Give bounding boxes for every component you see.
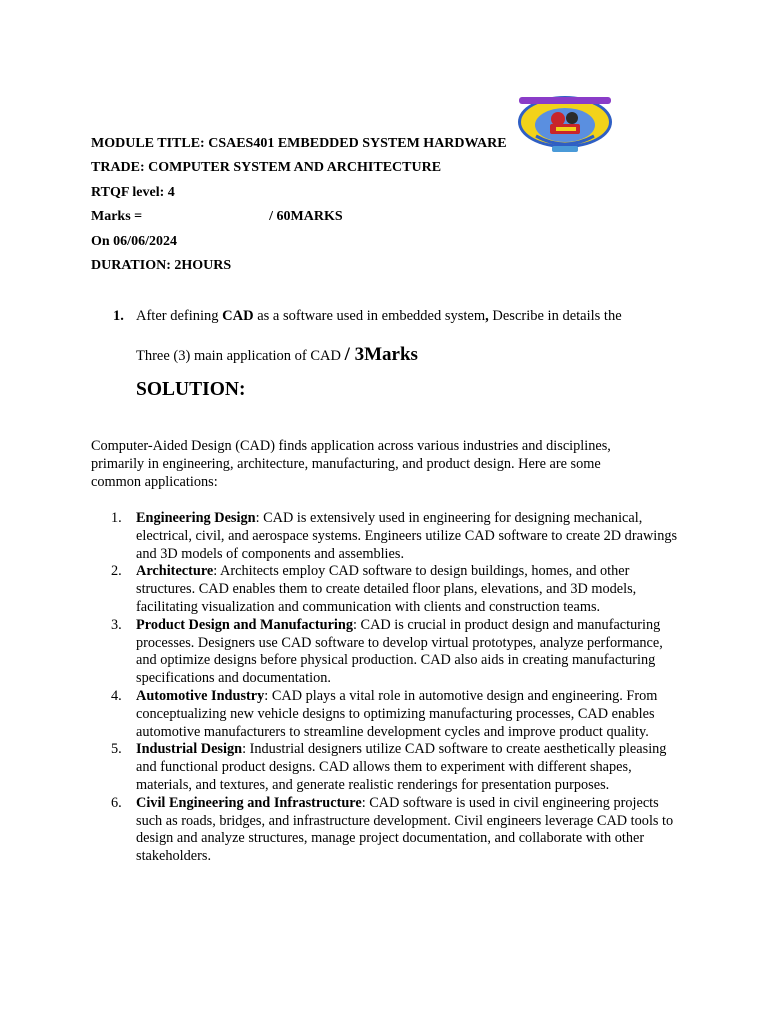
- intro-paragraph: Computer-Aided Design (CAD) finds application across various industries and disciplines, primarily in engineering, architecture, manufacturing, and product design. Here are some common applications:: [91, 438, 611, 490]
- list-number: 2.: [111, 563, 122, 580]
- exam-header: [91, 136, 651, 282]
- list-number: 6.: [111, 794, 122, 811]
- marks-line: [91, 209, 651, 233]
- application-title: Engineering Design: [136, 510, 256, 526]
- exam-duration: DURATION: 2HOURS: [91, 257, 232, 273]
- applications-list: [91, 510, 681, 866]
- trade-title: TRADE: COMPUTER SYSTEM AND ARCHITECTURE: [91, 160, 442, 176]
- question-line-1: After defining CAD as a software used in embedded system, Describe in details the: [136, 308, 622, 324]
- application-text: : Industrial designers utilize CAD software to create aesthetically pleasing and functional product designs. CAD allows them to experiment with different shapes, materials, and textures, and generate realistic renderings for presentation purposes.: [136, 741, 667, 793]
- list-number: 3.: [111, 616, 122, 633]
- application-text: : CAD is crucial in product design and manufacturing processes. Designers use CAD software to develop virtual prototypes, analyze performance, and optimize designs before physical production. CAD also aids in creating manufacturing specifications and documentation.: [136, 616, 663, 687]
- application-title: Civil Engineering and Infrastructure: [136, 794, 362, 811]
- list-number: 4.: [111, 687, 122, 704]
- application-title: Product Design and Manufacturing: [136, 616, 353, 633]
- solution-heading: SOLUTION:: [136, 379, 246, 400]
- list-number: 5.: [111, 741, 122, 758]
- application-title: Architecture: [136, 563, 214, 580]
- application-title: Automotive Industry: [136, 687, 265, 704]
- application-item: [91, 563, 681, 616]
- application-text: : CAD is extensively used in engineering for designing mechanical, electrical, civil, and aerospace systems. Engineers utilize CAD software to create 2D drawings and 3D models of components and assemblies.: [136, 510, 678, 562]
- exam-date: On 06/06/2024: [91, 233, 177, 249]
- rtqf-level: RTQF level: 4: [91, 184, 175, 200]
- question-number: 1.: [113, 308, 124, 324]
- question-line-2: Three (3) main application of CAD / 3Marks: [136, 344, 418, 365]
- application-text: : Architects employ CAD software to design buildings, homes, and other structures. CAD enables them to create detailed floor plans, elevations, and 3D models, facilitating visualization and communication with clients and construction teams.: [136, 563, 637, 615]
- list-number: 1.: [111, 510, 122, 526]
- marks-total: / 60MARKS: [269, 209, 343, 225]
- application-item: [91, 510, 681, 563]
- application-item: [91, 688, 681, 741]
- question-marks: / 3Marks: [344, 344, 418, 365]
- marks-label: Marks =: [91, 209, 143, 225]
- application-text: : CAD software is used in civil engineering projects such as roads, bridges, and infrastructure development. Civil engineers leverage CAD tools to design and analyze structures, manage project documentation, and collaborate with other stakeholders.: [136, 794, 674, 865]
- application-text: : CAD plays a vital role in automotive design and engineering. From conceptualizing new vehicle designs to optimizing manufacturing processes, CAD enables automotive manufacturers to streamline development cycles and improve product quality.: [136, 687, 658, 740]
- application-item: [91, 617, 681, 688]
- application-title: Industrial Design: [136, 741, 243, 758]
- application-item: [91, 795, 681, 866]
- application-item: [91, 741, 681, 794]
- module-title: MODULE TITLE: CSAES401 EMBEDDED SYSTEM HARDWARE: [91, 136, 507, 151]
